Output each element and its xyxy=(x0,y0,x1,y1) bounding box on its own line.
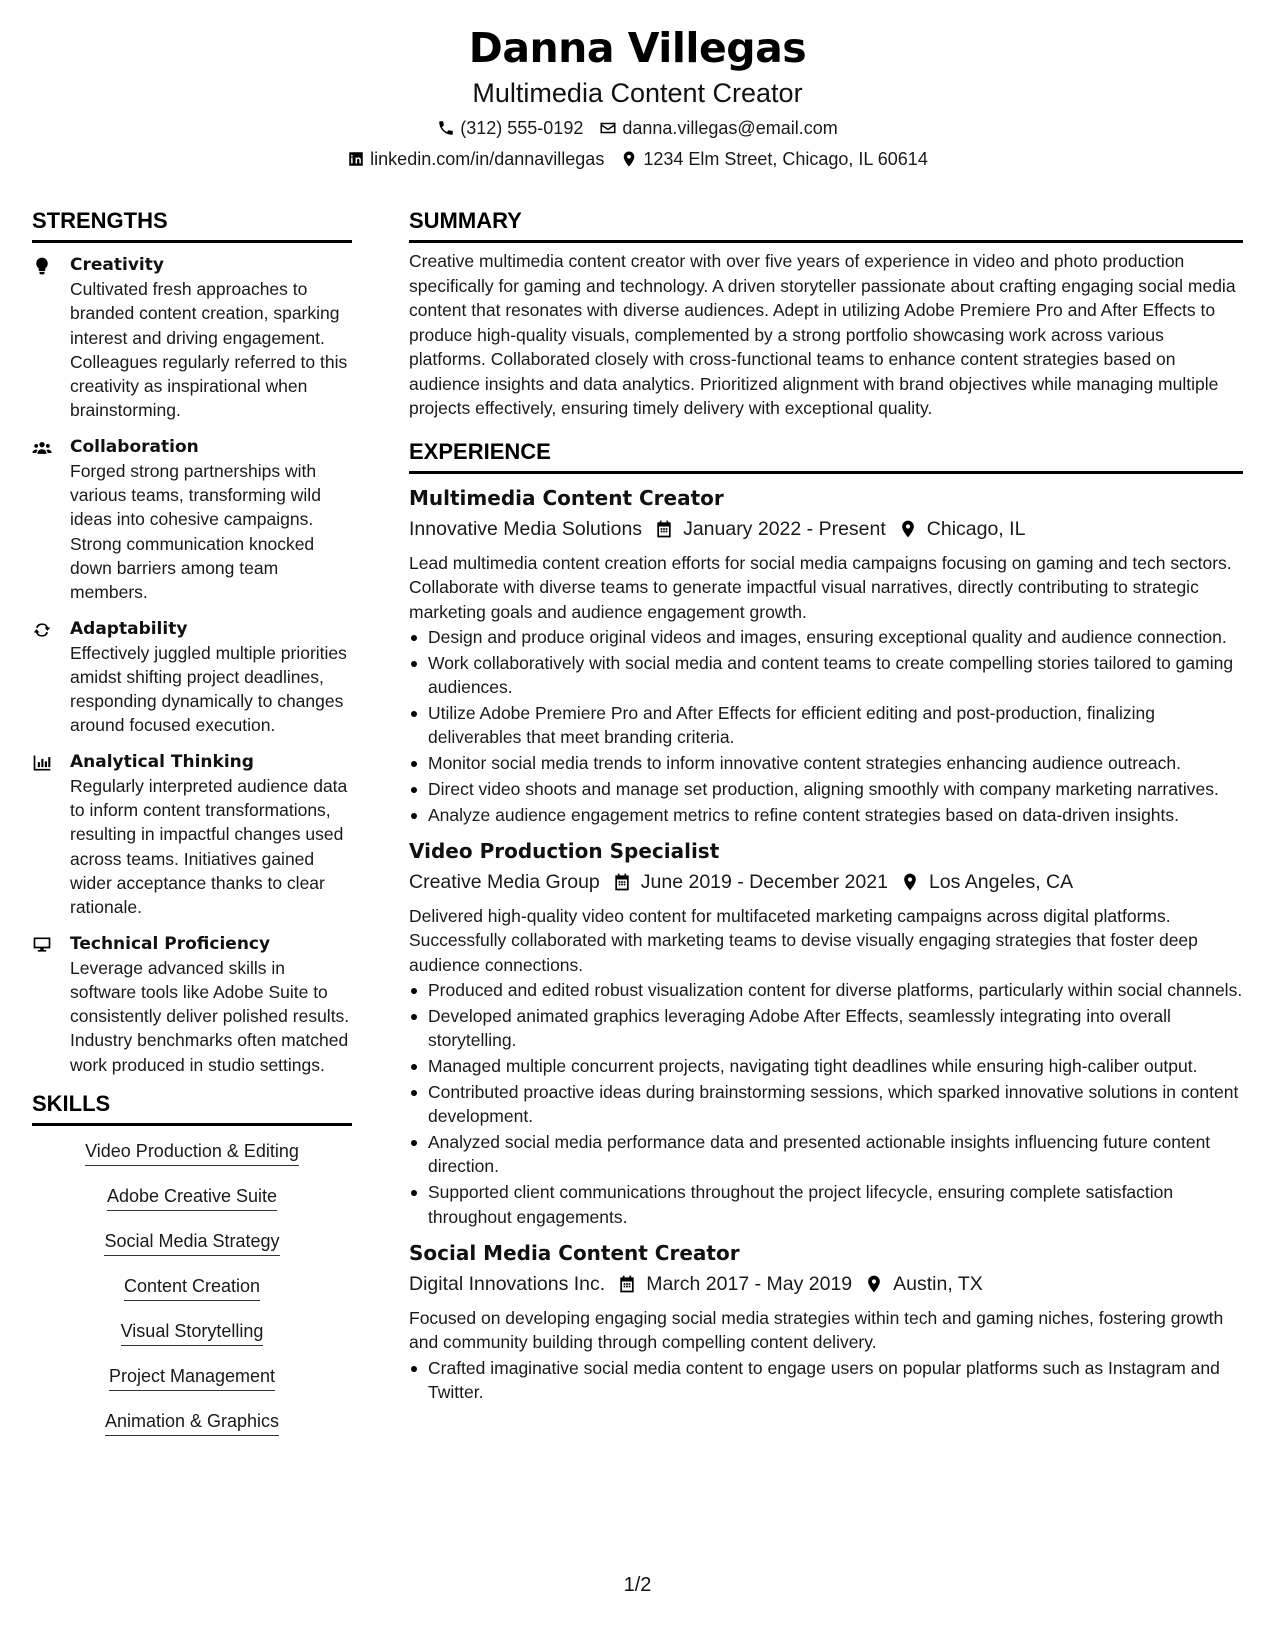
bullet-item: Analyzed social media performance data and presented actionable insights influencing future content direction. xyxy=(409,1130,1243,1179)
skill-item xyxy=(32,1228,352,1273)
job-entry xyxy=(409,1239,1243,1405)
contact-row-1 xyxy=(0,116,1275,140)
map-pin-icon xyxy=(864,1274,884,1294)
strengths-list xyxy=(32,253,352,1077)
strength-title: Creativity xyxy=(70,255,164,275)
lightbulb-icon xyxy=(32,256,52,276)
job-bullets xyxy=(409,625,1243,827)
linkedin-icon xyxy=(347,150,365,168)
calendar-icon xyxy=(654,519,674,539)
skill-label: Content Creation xyxy=(124,1273,260,1301)
map-pin-icon xyxy=(620,150,638,168)
page-number: 1/2 xyxy=(623,1574,652,1596)
phone-text: (312) 555-0192 xyxy=(460,118,584,138)
skills-heading: SKILLS xyxy=(32,1089,352,1126)
envelope-icon xyxy=(599,119,617,137)
bullet-item: Crafted imaginative social media content to engage users on popular platforms such as Instagram and Twitter. xyxy=(409,1356,1243,1405)
sync-icon xyxy=(32,620,52,640)
job-description: Lead multimedia content creation efforts for social media campaigns focusing on gaming and tech sectors. Collaborate with diverse teams to generate impactful visual narratives, directly contributing to strategic marketing goals and audience engagement growth. xyxy=(409,552,1232,622)
strength-desc: Effectively juggled multiple priorities amidst shifting project deadlines, responding dynamically to changes around focused execution. xyxy=(70,642,347,736)
skill-label: Adobe Creative Suite xyxy=(107,1183,277,1211)
skill-item xyxy=(32,1183,352,1228)
skill-item xyxy=(32,1273,352,1318)
skills-list xyxy=(32,1138,352,1453)
bullet-item: Direct video shoots and manage set production, aligning smoothly with company marketing narratives. xyxy=(409,777,1243,801)
skill-item xyxy=(32,1318,352,1363)
calendar-icon xyxy=(612,872,632,892)
bullet-item: Monitor social media trends to inform innovative content strategies enhancing audience outreach. xyxy=(409,751,1243,775)
job-description: Focused on developing engaging social media strategies within tech and gaming niches, fostering growth and community building through compelling content delivery. xyxy=(409,1307,1224,1353)
address-text: 1234 Elm Street, Chicago, IL 60614 xyxy=(643,149,928,169)
strength-desc: Leverage advanced skills in software tools like Adobe Suite to consistently deliver polished results. Industry benchmarks often matched work produced in studio settings. xyxy=(70,957,350,1075)
contact-email[interactable] xyxy=(599,116,837,140)
contact-phone xyxy=(437,116,583,140)
users-icon xyxy=(32,438,52,458)
candidate-role: Multimedia Content Creator xyxy=(472,78,803,108)
job-meta xyxy=(409,514,1243,544)
job-location: Los Angeles, CA xyxy=(928,870,1074,893)
company-name: Digital Innovations Inc. xyxy=(409,1272,606,1295)
job-bullets xyxy=(409,1356,1243,1405)
company-name: Innovative Media Solutions xyxy=(409,517,643,540)
bar-chart-icon xyxy=(32,753,52,773)
job-title: Social Media Content Creator xyxy=(409,1240,740,1265)
strength-item xyxy=(32,253,352,423)
bullet-item: Contributed proactive ideas during brainstorming sessions, which sparked innovative solutions in content development. xyxy=(409,1080,1243,1129)
bullet-item: Supported client communications throughout the project lifecycle, ensuring complete satisfaction throughout engagements. xyxy=(409,1180,1243,1229)
map-pin-icon xyxy=(898,519,918,539)
experience-heading: EXPERIENCE xyxy=(409,437,1243,474)
job-title: Video Production Specialist xyxy=(409,838,720,863)
skill-item xyxy=(32,1363,352,1408)
skill-label: Social Media Strategy xyxy=(104,1228,279,1256)
job-dates: March 2017 - May 2019 xyxy=(646,1272,853,1295)
monitor-icon xyxy=(32,935,52,955)
job-entry xyxy=(409,484,1243,827)
strength-title: Technical Proficiency xyxy=(70,933,271,954)
job-location: Austin, TX xyxy=(893,1272,983,1295)
left-column xyxy=(32,206,352,1453)
strength-title: Collaboration xyxy=(70,436,199,457)
strength-desc: Forged strong partnerships with various teams, transforming wild ideas into cohesive campaigns. Strong communication knocked down barriers among team members. xyxy=(70,460,321,603)
bullet-item: Analyze audience engagement metrics to refine content strategies based on data-driven insights. xyxy=(409,803,1243,827)
bullet-item: Managed multiple concurrent projects, navigating tight deadlines while ensuring high-caliber output. xyxy=(409,1054,1243,1078)
skill-label: Animation & Graphics xyxy=(105,1408,279,1436)
phone-icon xyxy=(437,119,455,137)
job-title: Multimedia Content Creator xyxy=(409,485,724,510)
linkedin-link[interactable]: linkedin.com/in/dannavillegas xyxy=(370,149,605,169)
email-link[interactable]: danna.villegas@email.com xyxy=(622,118,838,138)
contact-address xyxy=(620,147,928,171)
skill-item xyxy=(32,1138,352,1183)
bullet-item: Design and produce original videos and images, ensuring exceptional quality and audience connection. xyxy=(409,625,1243,649)
resume-header xyxy=(0,20,1275,171)
company-name: Creative Media Group xyxy=(409,870,600,893)
job-bullets xyxy=(409,978,1243,1228)
strength-title: Adaptability xyxy=(70,618,188,639)
bullet-item: Utilize Adobe Premiere Pro and After Effects for efficient editing and post-production, finalizing deliverables that meet branding criteria. xyxy=(409,701,1243,750)
candidate-name: Danna Villegas xyxy=(468,24,807,72)
job-meta xyxy=(409,1269,1243,1299)
calendar-icon xyxy=(617,1274,637,1294)
job-dates: January 2022 - Present xyxy=(683,517,886,540)
strength-item xyxy=(32,932,352,1077)
contact-row-2 xyxy=(0,147,1275,171)
job-meta xyxy=(409,867,1243,897)
job-entry xyxy=(409,837,1243,1229)
skill-label: Project Management xyxy=(109,1363,275,1391)
summary-text: Creative multimedia content creator with over five years of experience in video and photo production specifically for gaming and technology. A driven storyteller passionate about crafting engaging social media content that resonates with diverse audiences. Adept in utilizing Adobe Premiere Pro and After Effects to produce high-quality visuals, complemented by a strong portfolio showcasing work across various platforms. Collaborated closely with cross-functional teams to enhance content strategies based on audience insights and data analytics. Prioritized alignment with brand objectives while managing multiple projects effectively, ensuring timely delivery with exceptional quality. xyxy=(409,251,1236,418)
right-column xyxy=(409,206,1243,1406)
strength-desc: Cultivated fresh approaches to branded content creation, sparking interest and driving engagement. Colleagues regularly referred to this creativity as inspirational when brainstorming. xyxy=(70,279,348,421)
strength-item xyxy=(32,617,352,738)
summary-heading: SUMMARY xyxy=(409,206,1243,243)
strength-desc: Regularly interpreted audience data to inform content transformations, resulting in impactful changes used across teams. Initiatives gained wider acceptance thanks to clear rationale. xyxy=(70,775,348,918)
bullet-item: Developed animated graphics leveraging Adobe After Effects, seamlessly integrating into overall storytelling. xyxy=(409,1004,1243,1053)
map-pin-icon xyxy=(900,872,920,892)
bullet-item: Produced and edited robust visualization content for diverse platforms, particularly within social channels. xyxy=(409,978,1243,1002)
strength-title: Analytical Thinking xyxy=(70,751,254,772)
job-dates: June 2019 - December 2021 xyxy=(640,870,888,893)
skill-label: Video Production & Editing xyxy=(85,1138,299,1166)
job-description: Delivered high-quality video content for multifaceted marketing campaigns across digital platforms. Successfully collaborated with marketing teams to devise visually engaging strategies that foster deep audience connections. xyxy=(409,905,1198,975)
strength-item xyxy=(32,435,352,605)
strengths-heading: STRENGTHS xyxy=(32,206,352,243)
skill-item xyxy=(32,1408,352,1453)
contact-linkedin[interactable] xyxy=(347,147,604,171)
skill-label: Visual Storytelling xyxy=(121,1318,264,1346)
strength-item xyxy=(32,750,352,920)
bullet-item: Work collaboratively with social media and content teams to create compelling stories tailored to gaming audiences. xyxy=(409,651,1243,700)
job-location: Chicago, IL xyxy=(926,517,1026,540)
